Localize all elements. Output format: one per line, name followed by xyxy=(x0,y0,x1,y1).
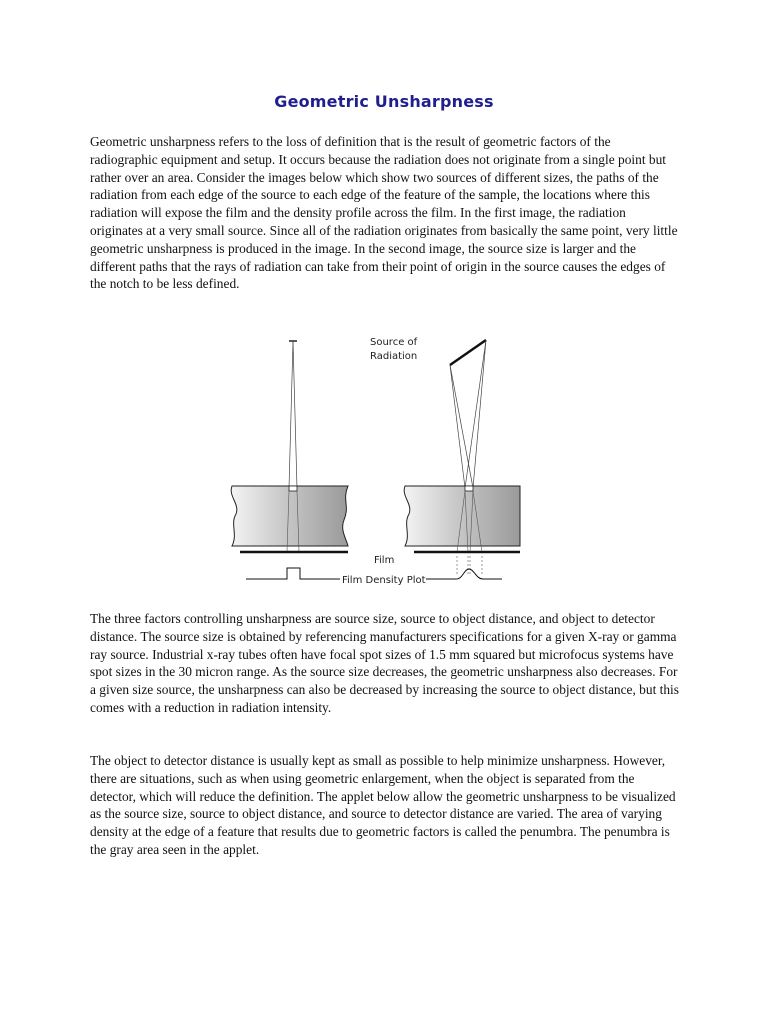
small-source-setup xyxy=(231,341,348,579)
source-label-line2: Radiation xyxy=(370,351,418,362)
density-plot-right xyxy=(426,569,502,579)
specimen-right xyxy=(404,486,520,546)
factors-paragraph: The three factors controlling unsharpness are source size, source to object distance, and object to detector distance. The source size is obtained by referencing manufacturers specifications for a given X-ray or gamma ray source. Industrial x-ray tubes often have focal spot sizes of 1.5 mm squared but microfocus systems have spot sizes in the 30 micron range. As the source size decreases, the geometric unsharpness also decreases. For a given size source, the unsharpness can also be decreased by increasing the source to object distance, but this comes with a reduction in radiation intensity. xyxy=(90,611,679,715)
density-plot-label: Film Density Plot xyxy=(342,575,426,586)
large-source-setup xyxy=(404,340,520,579)
source-label-line1: Source of xyxy=(370,337,418,348)
intro-paragraph: Geometric unsharpness refers to the loss of definition that is the result of geometric factors of the radiographic equipment and setup. It occurs because the radiation does not originate from a single point but rather over an area. Consider the images below which show two sources of different sizes, the paths of the radiation from each edge of the source to each edge of the feature of the sample, the locations where this radiation will expose the film and the density profile across the film. In the first image, the radiation originates at a very small source. Since all of the radiation originates from basically the same point, very little geometric unsharpness is produced in the image. In the second image, the source size is larger and the different paths that the rays of radiation can take from their point of origin in the source causes the edges of the notch to be less defined. xyxy=(90,134,678,292)
large-source xyxy=(450,340,486,365)
specimen-left xyxy=(231,486,348,546)
notch-right xyxy=(465,486,473,491)
film-label: Film xyxy=(374,555,395,566)
notch-left xyxy=(289,486,297,491)
unsharpness-diagram xyxy=(220,330,550,590)
detector-distance-paragraph: The object to detector distance is usually kept as small as possible to help minimize unsharpness. However, there are situations, such as when using geometric enlargement, when the object is separated from the detector, which will reduce the definition. The applet below allow the geometric unsharpness to be visualized as the source size, source to object distance, and source to detector distance are varied. The area of varying density at the edge of a feature that results due to geometric factors is called the penumbra. The penumbra is the gray area seen in the applet. xyxy=(90,753,676,857)
page-title: Geometric Unsharpness xyxy=(274,92,494,111)
density-plot-left xyxy=(246,568,323,579)
